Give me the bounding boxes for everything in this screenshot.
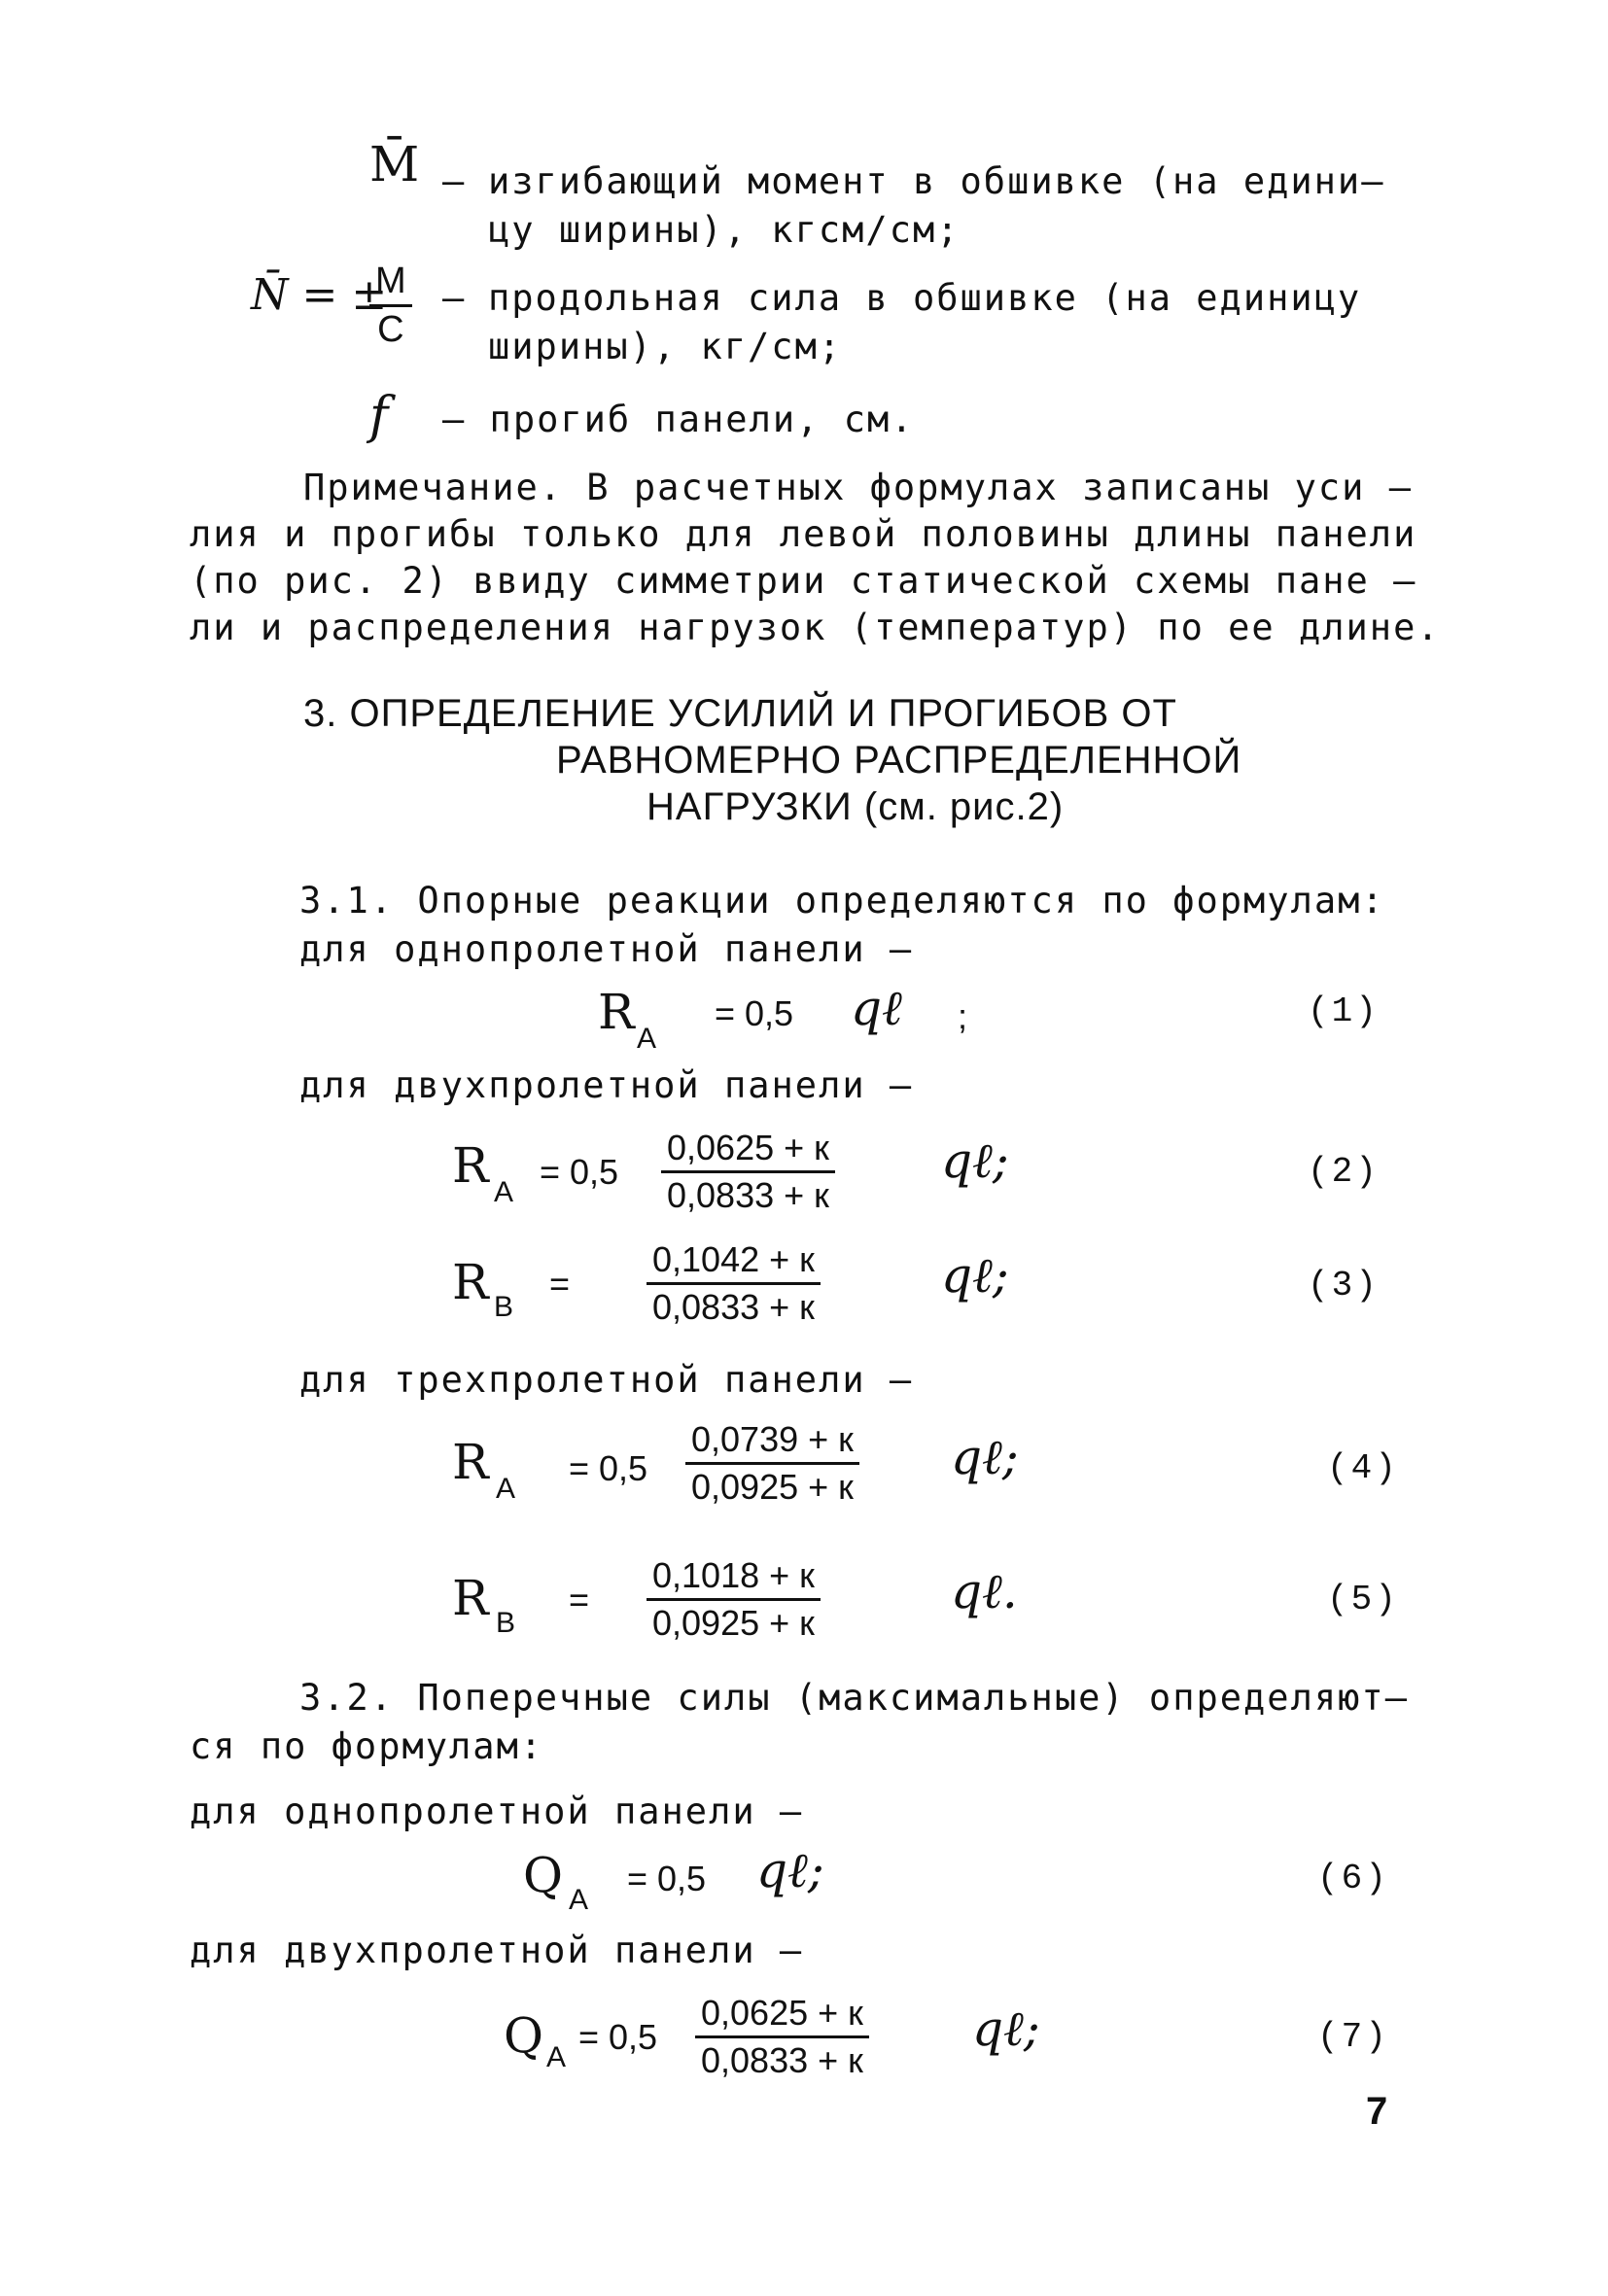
p31-line2: для однопролетной панели – xyxy=(299,928,914,970)
eq2-den: 0,0833 + к xyxy=(667,1175,829,1215)
symbol-n-fraction xyxy=(369,261,412,351)
eq3-sub: В xyxy=(494,1291,514,1323)
eq3-op: = xyxy=(549,1264,571,1304)
note-line1: Примечание. В расчетных формулах записаны уси – xyxy=(303,467,1413,508)
eq3-number: (3) xyxy=(1308,1266,1380,1305)
p32-line1: 3.2. Поперечные силы (максимальные) определяют– xyxy=(299,1677,1409,1719)
eq4-fraction xyxy=(685,1419,859,1508)
p32-line2: ся по формулам: xyxy=(190,1725,544,1767)
eq5-num: 0,1018 + к xyxy=(647,1555,821,1601)
eq2-number: (2) xyxy=(1308,1152,1380,1192)
symbol-m-desc-line2: цу ширины), кгсм/см; xyxy=(488,209,961,251)
eq3-num: 0,1042 + к xyxy=(647,1239,821,1285)
eq2-fraction xyxy=(661,1128,835,1216)
note-line3: (по рис. 2) ввиду симметрии статической схемы пане – xyxy=(190,560,1417,602)
eq6-sub: A xyxy=(569,1884,589,1916)
eq7-num: 0,0625 + к xyxy=(695,1993,869,2038)
symbol-f: f xyxy=(369,387,389,445)
eq1-tail: qℓ xyxy=(851,980,902,1036)
eq4-lhs: R xyxy=(452,1434,489,1490)
symbol-m-desc-line1: изгибающий момент в обшивке (на едини– xyxy=(488,160,1385,202)
eq5-op: = xyxy=(569,1580,590,1619)
eq5-tail: qℓ. xyxy=(951,1563,1018,1619)
section-heading-line2: РАВНОМЕРНО РАСПРЕДЕЛЕННОЙ xyxy=(556,739,1242,782)
eq1-end: ; xyxy=(958,996,968,1036)
eq5-fraction xyxy=(647,1555,821,1644)
p31-line1: 3.1. Опорные реакции определяются по формулам: xyxy=(299,880,1385,922)
eq1-op: = 0,5 xyxy=(715,993,794,1033)
eq3-lhs: R xyxy=(452,1254,489,1310)
eq7-lhs: Q xyxy=(504,2007,543,2064)
eq6-op: = 0,5 xyxy=(627,1859,707,1898)
eq6-tail: qℓ; xyxy=(756,1842,824,1898)
symbol-n-desc-line2: ширины), кг/см; xyxy=(488,326,843,367)
eq4-number: (4) xyxy=(1327,1448,1399,1488)
symbol-n-num: M xyxy=(369,261,412,307)
eq7-tail: qℓ; xyxy=(972,2000,1040,2057)
label-two-span-2: для двухпролетной панели – xyxy=(190,1930,804,1971)
eq2-tail: qℓ; xyxy=(941,1132,1009,1189)
symbol-m-dash: – xyxy=(442,160,467,202)
eq4-op: = 0,5 xyxy=(569,1448,648,1488)
eq4-sub: A xyxy=(496,1473,516,1505)
eq2-num: 0,0625 + к xyxy=(661,1128,835,1173)
eq1-lhs: R xyxy=(598,984,635,1040)
eq7-den: 0,0833 + к xyxy=(701,2040,863,2080)
eq2-op: = 0,5 xyxy=(540,1152,619,1192)
page-number: 7 xyxy=(1366,2090,1388,2133)
eq7-number: (7) xyxy=(1317,2017,1389,2057)
symbol-n-desc-line1: продольная сила в обшивке (на единицу xyxy=(488,277,1362,319)
eq1-number: (1) xyxy=(1308,991,1380,1031)
eq6-number: (6) xyxy=(1317,1859,1389,1898)
symbol-n-lhs: N̄ = ± xyxy=(251,270,388,320)
symbol-m-bar: M̄ xyxy=(369,136,420,192)
eq3-tail: qℓ; xyxy=(941,1247,1009,1304)
eq2-lhs: R xyxy=(452,1137,489,1194)
eq5-den: 0,0925 + к xyxy=(652,1603,815,1643)
eq4-den: 0,0925 + к xyxy=(691,1467,854,1507)
eq6-lhs: Q xyxy=(523,1847,563,1903)
symbol-n-den: C xyxy=(377,309,404,350)
eq4-tail: qℓ; xyxy=(951,1429,1019,1485)
eq5-lhs: R xyxy=(452,1570,489,1626)
eq3-fraction xyxy=(647,1239,821,1328)
eq5-sub: В xyxy=(496,1607,516,1639)
section-heading-line3: НАГРУЗКИ (см. рис.2) xyxy=(647,785,1065,828)
label-three-span: для трехпролетной панели – xyxy=(299,1359,914,1401)
eq2-sub: A xyxy=(494,1176,514,1208)
symbol-n-dash: – xyxy=(442,277,467,319)
label-one-span-2: для однопролетной панели – xyxy=(190,1791,804,1832)
note-line2: лия и прогибы только для левой половины длины панели xyxy=(190,513,1417,555)
eq5-number: (5) xyxy=(1327,1580,1399,1619)
symbol-f-desc: – прогиб панели, см. xyxy=(442,399,915,440)
eq7-fraction xyxy=(695,1993,869,2081)
note-line4: ли и распределения нагрузок (температур) по ее длине. xyxy=(190,607,1441,648)
eq7-op: = 0,5 xyxy=(578,2017,658,2057)
eq4-num: 0,0739 + к xyxy=(685,1419,859,1465)
eq1-sub: A xyxy=(637,1023,657,1055)
section-heading-line1: 3. ОПРЕДЕЛЕНИЕ УСИЛИЙ И ПРОГИБОВ ОТ xyxy=(303,692,1177,735)
label-two-span-1: для двухпролетной панели – xyxy=(299,1064,914,1106)
eq3-den: 0,0833 + к xyxy=(652,1287,815,1327)
eq7-sub: A xyxy=(546,2041,567,2073)
